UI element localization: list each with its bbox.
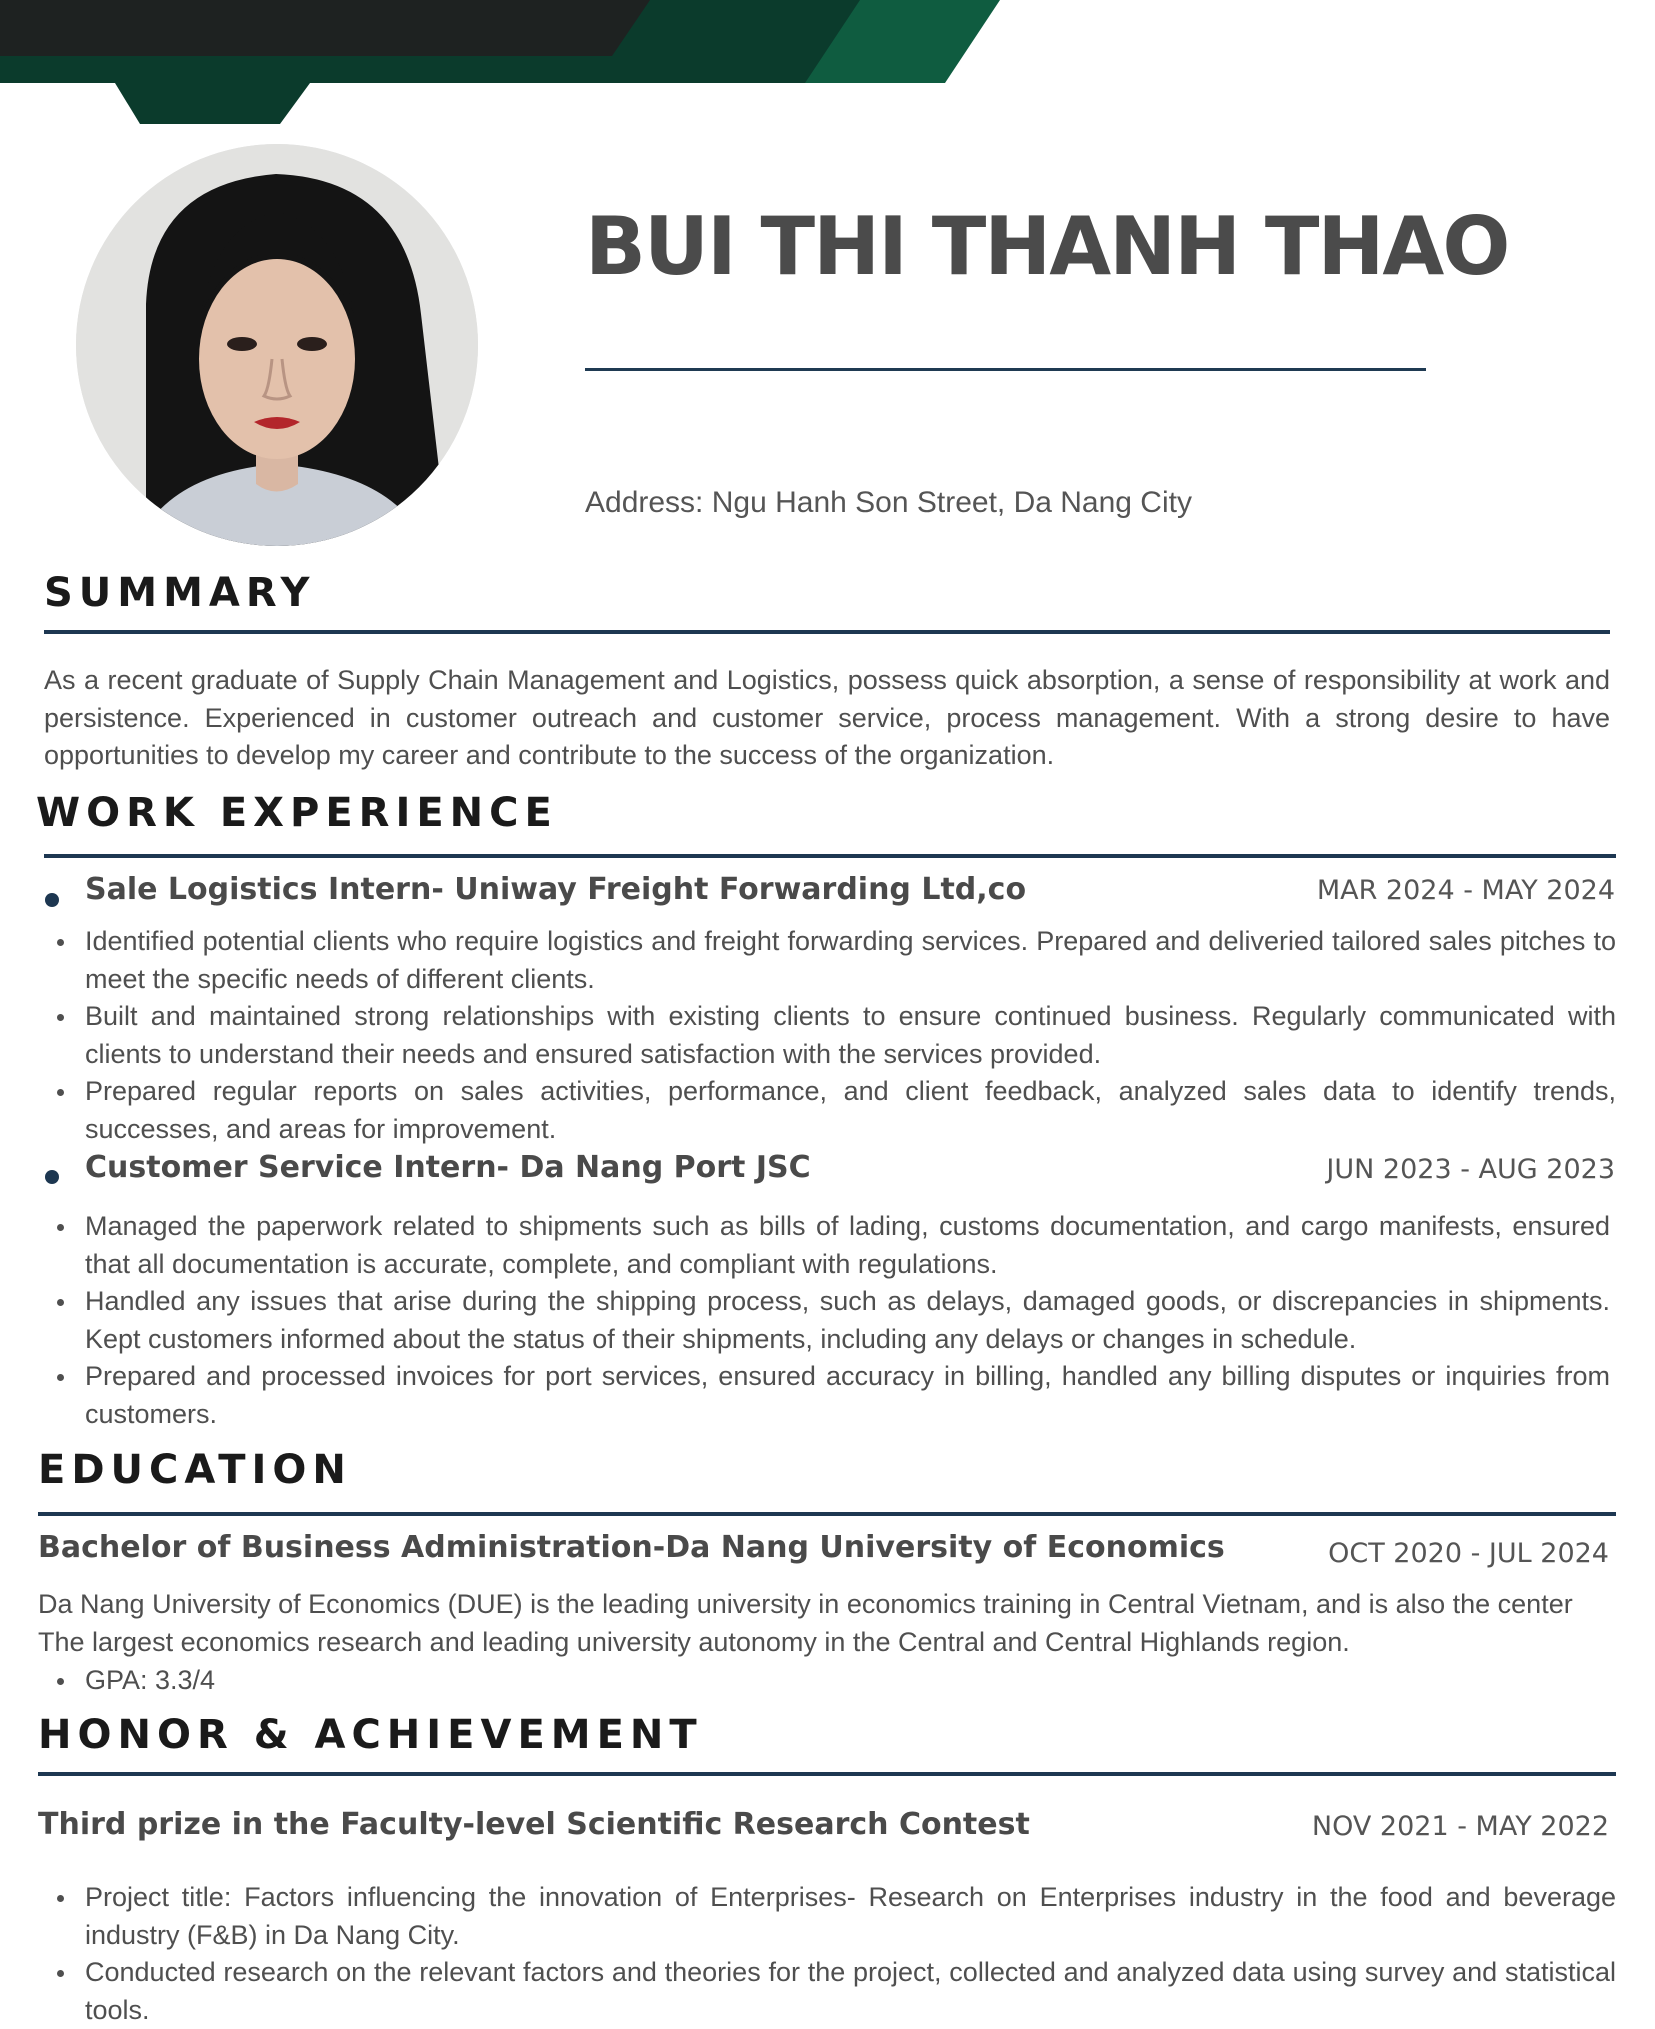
job-title: Sale Logistics Intern- Uniway Freight Forwarding Ltd,co	[85, 872, 1027, 907]
summary-heading: SUMMARY	[44, 570, 316, 616]
job-bullets	[85, 1208, 1610, 1433]
education-date: OCT 2020 - JUL 2024	[1328, 1538, 1609, 1569]
name-divider	[585, 368, 1426, 371]
job-bullets	[85, 923, 1616, 1148]
candidate-name: BUI THI THANH THAO	[585, 200, 1509, 293]
work-experience-heading: WORK EXPERIENCE	[36, 790, 558, 836]
job-title: Customer Service Intern- Da Nang Port JSC	[85, 1150, 811, 1185]
award-bullets	[85, 1879, 1616, 2029]
education-bullets	[85, 1662, 1610, 1700]
summary-text: As a recent graduate of Supply Chain Management and Logistics, possess quick absorption, a sense of responsibility at work and persistence. Experienced in customer outreach and customer service, process management. With a strong desire to have opportunities to develop my career and contribute to the success of the organization.	[44, 665, 1610, 770]
summary-divider	[44, 630, 1610, 634]
work-experience-divider	[44, 854, 1616, 858]
list-item: Prepared regular reports on sales activities, performance, and client feedback, analyzed sales data to identify trends, successes, and areas for improvement.	[85, 1073, 1616, 1148]
education-divider	[38, 1512, 1616, 1516]
job-date: MAR 2024 - MAY 2024	[1316, 875, 1615, 906]
education-description: Da Nang University of Economics (DUE) is the leading university in economics training in Central Vietnam, and is also the center The largest economics research and leading university autonomy in the Central and Central Highlands region.	[38, 1589, 1573, 1657]
profile-photo	[76, 144, 478, 546]
address-text: Address: Ngu Hanh Son Street, Da Nang City	[585, 486, 1192, 519]
honors-heading: HONOR & ACHIEVEMENT	[38, 1712, 703, 1758]
list-item: Project title: Factors influencing the innovation of Enterprises- Research on Enterprises industry in the food and beverage industry (F&B) in Da Nang City.	[85, 1879, 1616, 1954]
job-marker	[45, 1170, 59, 1184]
header-banner	[0, 0, 1655, 130]
list-item: Prepared and processed invoices for port services, ensured accuracy in billing, handled any billing disputes or inquiries from customers.	[85, 1358, 1610, 1433]
list-item: Managed the paperwork related to shipments such as bills of lading, customs documentation, and cargo manifests, ensured that all documentation is accurate, complete, and compliant with regulations.	[85, 1208, 1610, 1283]
list-item: Handled any issues that arise during the shipping process, such as delays, damaged goods, or discrepancies in shipments. Kept customers informed about the status of their shipments, including any delays or changes in schedule.	[85, 1283, 1610, 1358]
list-item: Built and maintained strong relationships with existing clients to ensure continued business. Regularly communicated with clients to understand their needs and ensured satisfaction with the services provided.	[85, 998, 1616, 1073]
award-date: NOV 2021 - MAY 2022	[1311, 1811, 1609, 1842]
job-date: JUN 2023 - AUG 2023	[1326, 1154, 1615, 1185]
job-marker	[45, 893, 59, 907]
list-item: Conducted research on the relevant factors and theories for the project, collected and analyzed data using survey and statistical tools.	[85, 1954, 1616, 2029]
education-heading: EDUCATION	[38, 1447, 352, 1493]
degree-title: Bachelor of Business Administration-Da Nang University of Economics	[38, 1530, 1225, 1565]
list-item: GPA: 3.3/4	[85, 1662, 1610, 1700]
award-title: Third prize in the Faculty-level Scientific Research Contest	[38, 1807, 1030, 1842]
list-item: Identified potential clients who require logistics and freight forwarding services. Prepared and deliveried tailored sales pitches to meet the specific needs of different clients.	[85, 923, 1616, 998]
honors-divider	[38, 1772, 1616, 1776]
